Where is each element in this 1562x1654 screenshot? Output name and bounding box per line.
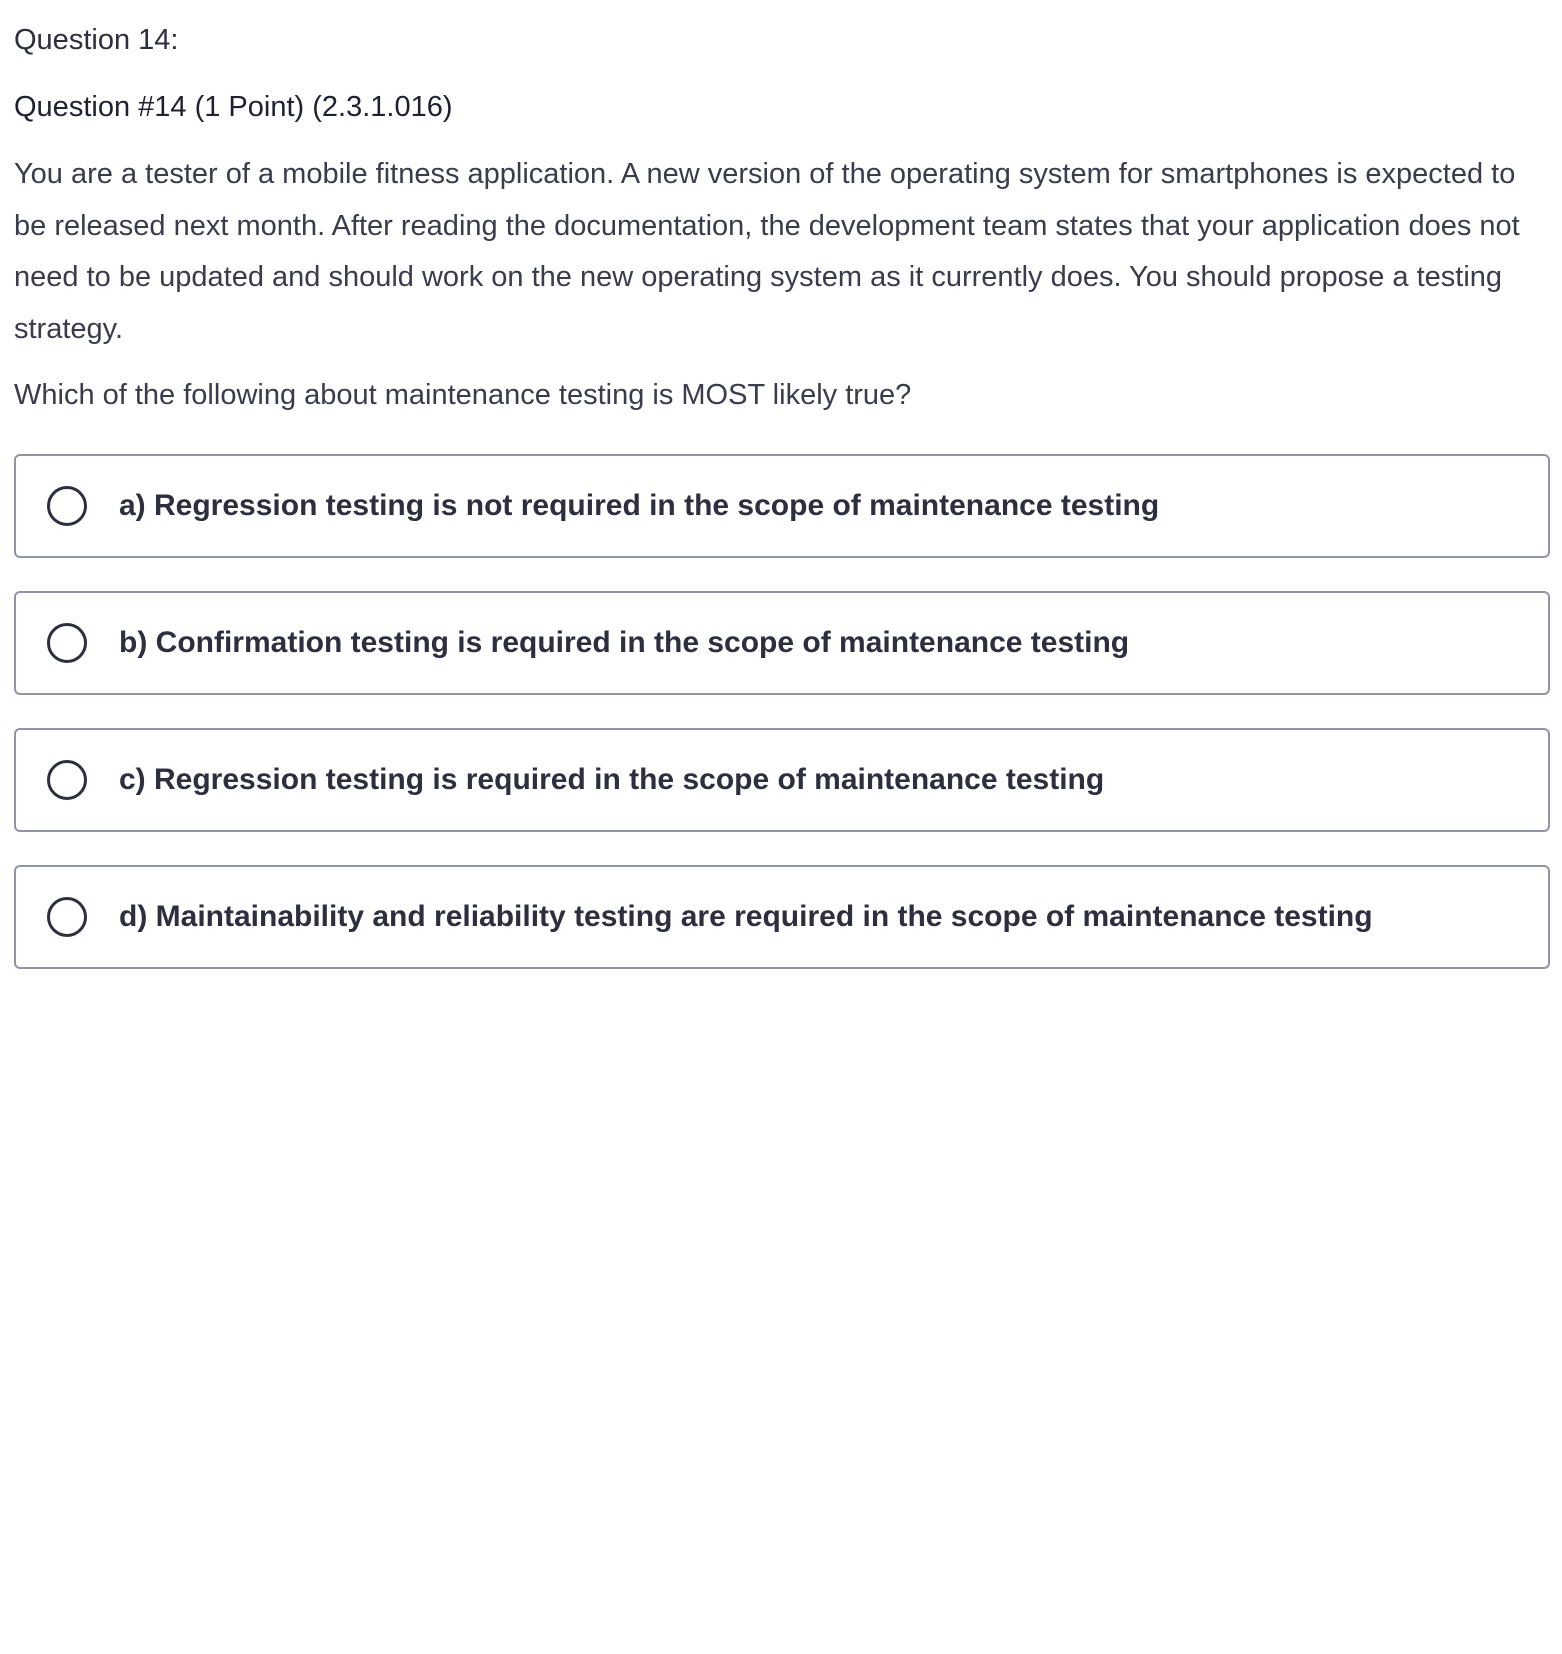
question-prompt: Which of the following about maintenance testing is MOST likely true? — [14, 379, 912, 411]
question-body-text: You are a tester of a mobile fitness application. A new version of the operating system for smartphones is expected to be released next month. After reading the documentation, the development team states that your application does not need to be updated and should work on the new operating system as it currently does. You should propose a testing strategy. — [14, 158, 1520, 345]
question-number-heading: Question 14: — [14, 24, 179, 56]
answer-option-label: d) Maintainability and reliability testing are required in the scope of maintenance testing — [119, 900, 1373, 933]
answer-option-label: a) Regression testing is not required in the scope of maintenance testing — [119, 489, 1160, 522]
radio-unchecked-icon[interactable] — [47, 486, 87, 526]
radio-unchecked-icon[interactable] — [47, 897, 87, 937]
answer-option-b[interactable] — [14, 591, 1550, 695]
answer-option-c[interactable] — [14, 728, 1550, 832]
question-title: Question #14 (1 Point) (2.3.1.016) — [14, 91, 453, 123]
answer-option-label: c) Regression testing is required in the scope of maintenance testing — [119, 763, 1105, 796]
answer-option-label: b) Confirmation testing is required in the scope of maintenance testing — [119, 626, 1130, 659]
radio-unchecked-icon[interactable] — [47, 623, 87, 663]
answer-option-d[interactable] — [14, 865, 1550, 969]
answer-options — [14, 454, 1550, 1002]
radio-unchecked-icon[interactable] — [47, 760, 87, 800]
answer-option-a[interactable] — [14, 454, 1550, 558]
